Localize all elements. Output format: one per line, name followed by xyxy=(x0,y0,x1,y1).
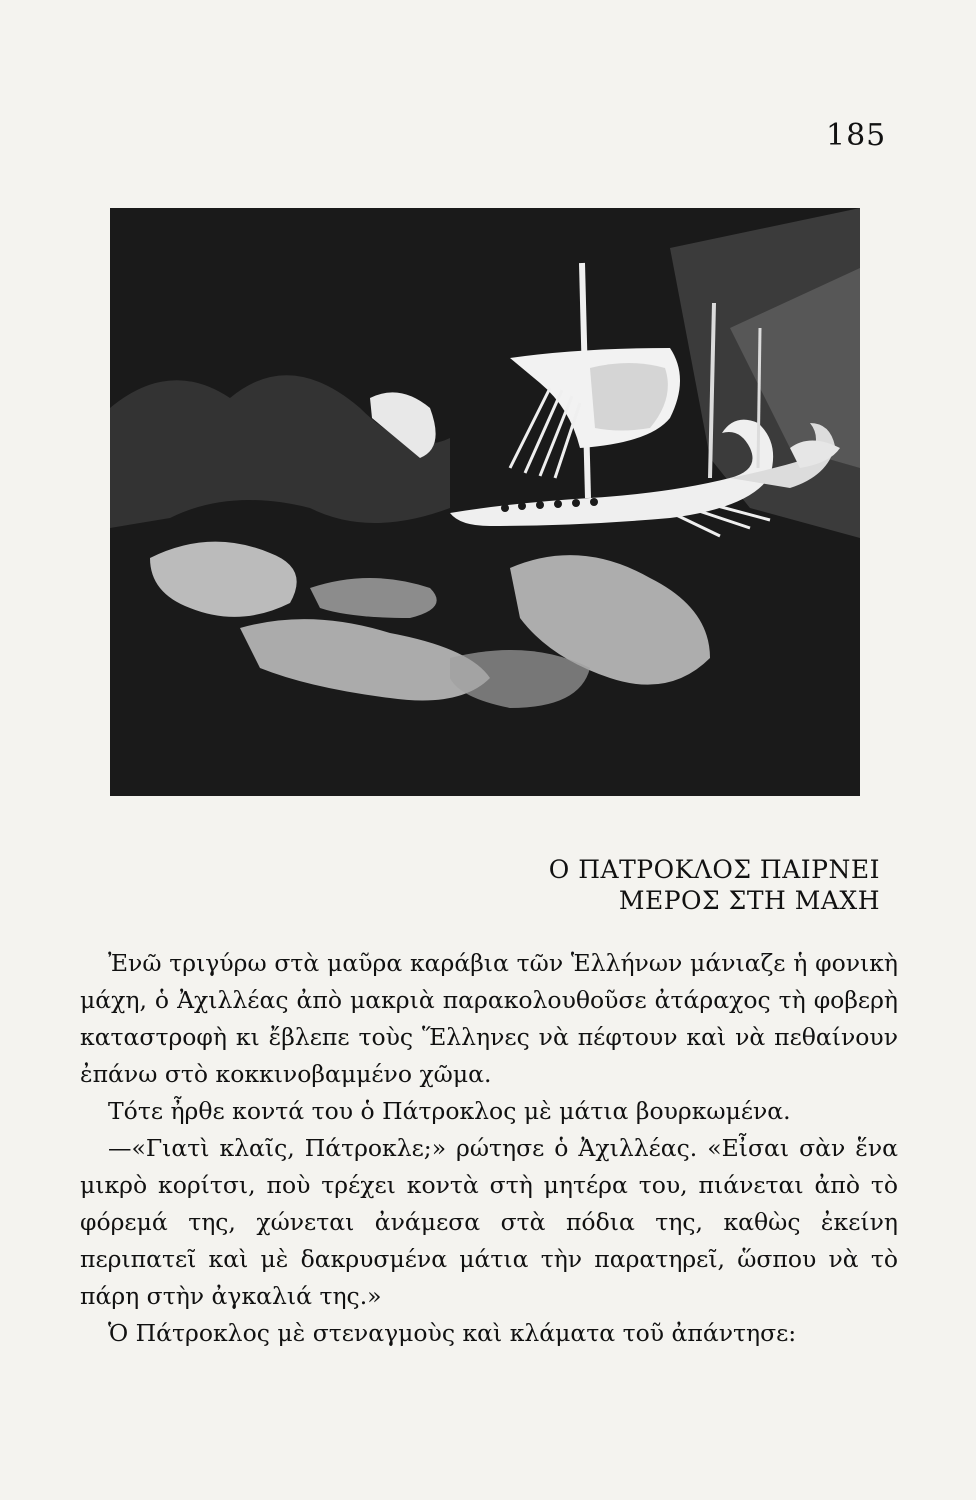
page-number: 185 xyxy=(826,118,887,153)
paragraph: Ὁ Πάτροκλος μὲ στεναγμοὺς καὶ κλάματα τοῦ ἀπάντησε: xyxy=(108,1319,797,1347)
chapter-title-line-1: Ο ΠΑΤΡΟΚΛΟΣ ΠΑΙΡΝΕΙ xyxy=(548,855,880,884)
body-text xyxy=(80,945,898,1352)
chapter-title-line-2: ΜΕΡΟΣ ΣΤΗ ΜΑΧΗ xyxy=(618,886,880,915)
chapter-title xyxy=(549,854,880,916)
paragraph: —«Γιατὶ κλαῖς, Πάτροκλε;» ρώτησε ὁ Ἀχιλλέας. «Εἶσαι σὰν ἕνα μικρὸ κορίτσι, ποὺ τρέχει κοντὰ στὴ μητέρα του, πιάνεται ἀπὸ τὸ φόρεμά της, χώνεται ἀνάμεσα στὰ πόδια της, καθὼς ἐκείνη περιπατεῖ καὶ μὲ δακρυσμένα μάτια τὴν παρατηρεῖ, ὥσπου νὰ τὸ πάρη στὴν ἀγκαλιά της.» xyxy=(80,1134,898,1310)
paragraph: Τότε ἦρθε κοντά του ὁ Πάτροκλος μὲ μάτια βουρκωμένα. xyxy=(108,1097,791,1125)
paragraph: Ἐνῶ τριγύρω στὰ μαῦρα καράβια τῶν Ἑλλήνων μάνιαζε ἡ φονικὴ μάχη, ὁ Ἀχιλλέας ἀπὸ μακριὰ παρακολουθοῦσε ἀτάραχος τὴ φοβερὴ καταστροφὴ κι ἔβλεπε τοὺς Ἕλληνες νὰ πέφτουν καὶ νὰ πεθαίνουν ἐπάνω στὸ κοκκινοβαμμένο χῶμα. xyxy=(80,949,898,1088)
ship-illustration xyxy=(110,208,860,796)
